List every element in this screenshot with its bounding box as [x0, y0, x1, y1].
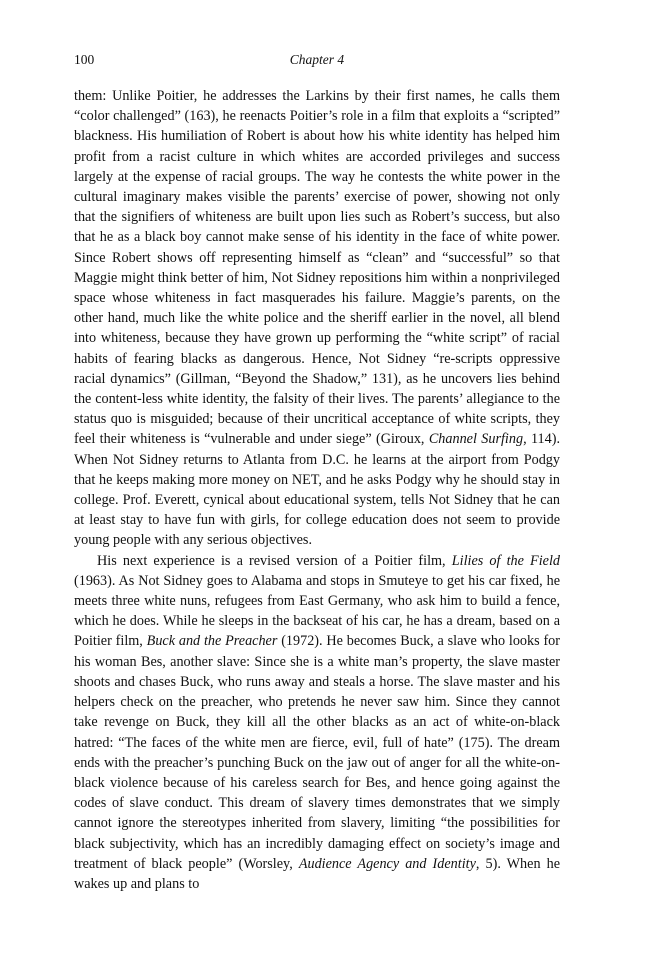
text-segment: (1963). As Not Sidney goes to Alabama and stops in Smuteye to get his car fixed, he meets three white nuns, refugees from East Germany, who ask him to build a fence, which he does. While he sleeps in the backseat of his car, he has a dream, based on a Poitier film, [74, 572, 560, 650]
citation-title: Channel Surfing [428, 431, 524, 448]
text-segment: (1972). He becomes Buck, a slave who looks for his woman Bes, another slave: Since she is a white man’s property, the slave master shoots and chases Buck, who runs away and steals a horse. The slave master and his helpers check on the preacher, who pretends he never saw him. Since they cannot take revenge on Buck, they kill all the other blacks as an act of white-on-black hatred: “The faces of the white men are fierce, evil, full of hate” (175). The dream ends with the preacher’s punching Buck on the jaw out of anger for all the white-on-black violence because of his careless search for Bes, and hence going against the codes of slave conduct. This dream of slavery times demonstrates that we simply cannot ignore the stereotypes inherited from slavery, limiting “the possibilities for black subjectivity, which has an incredibly damaging effect on society’s image and treatment of black people” (Worsley, [74, 633, 560, 872]
chapter-title: Chapter 4 [289, 52, 345, 67]
text-segment: , 5). When he wakes up and plans to [74, 855, 560, 892]
paragraph [74, 551, 560, 894]
book-page [74, 52, 560, 894]
running-header [74, 52, 560, 72]
page-number: 100 [74, 52, 95, 67]
text-segment: , 114). When Not Sidney returns to Atlanta from D.C. he learns at the airport from Podgy that he keeps making more money on NET, and he asks Podgy why he should stay in college. Prof. Everett, cynical about educational system, tells Not Sidney that he can at least stay to have fun with girls, for college education does not seem to provide young people with any serious objectives. [74, 431, 560, 549]
citation-title: Audience Agency and Identity [298, 855, 476, 872]
film-title: Buck and the Preacher [146, 633, 278, 650]
paragraph [74, 86, 560, 551]
film-title: Lilies of the Field [451, 552, 560, 569]
body-text [74, 86, 560, 894]
text-segment: His next experience is a revised version of a Poitier film, [97, 552, 452, 569]
text-segment: them: Unlike Poitier, he addresses the Larkins by their first names, he calls them “color challenged” (163), he reenacts Poitier’s role in a film that exploits a “scripted” blackness. His humiliation of Robert is about how his white identity has helped him profit from a racist culture in which whites are accorded privileges and success largely at the expense of racial groups. The way he contests the white power in the cultural imaginary makes visible the parents’ exercise of power, showing not only that the signifiers of whiteness are built upon lies such as Robert’s success, but also that he as a black boy cannot make sense of his identity in the face of white power. Since Robert shows off representing himself as “clean” and “successful” so that Maggie might think better of him, Not Sidney repositions him within a nonprivileged space whose whiteness in fact masquerades his failure. Maggie’s parents, on the other hand, much like the white police and the sheriff earlier in the novel, all blend into whiteness, because they have grown up performing the “white script” of racial habits of fearing blacks as dangerous. Hence, Not Sidney “re-scripts oppressive racial dynamics” (Gillman, “Beyond the Shadow,” 131), as he uncovers lies behind the content-less white identity, the falsity of their lives. The parents’ allegiance to the status quo is misguided; because of their uncritical acceptance of white scripts, they feel their whiteness is “vulnerable and under siege” (Giroux, [74, 88, 560, 448]
